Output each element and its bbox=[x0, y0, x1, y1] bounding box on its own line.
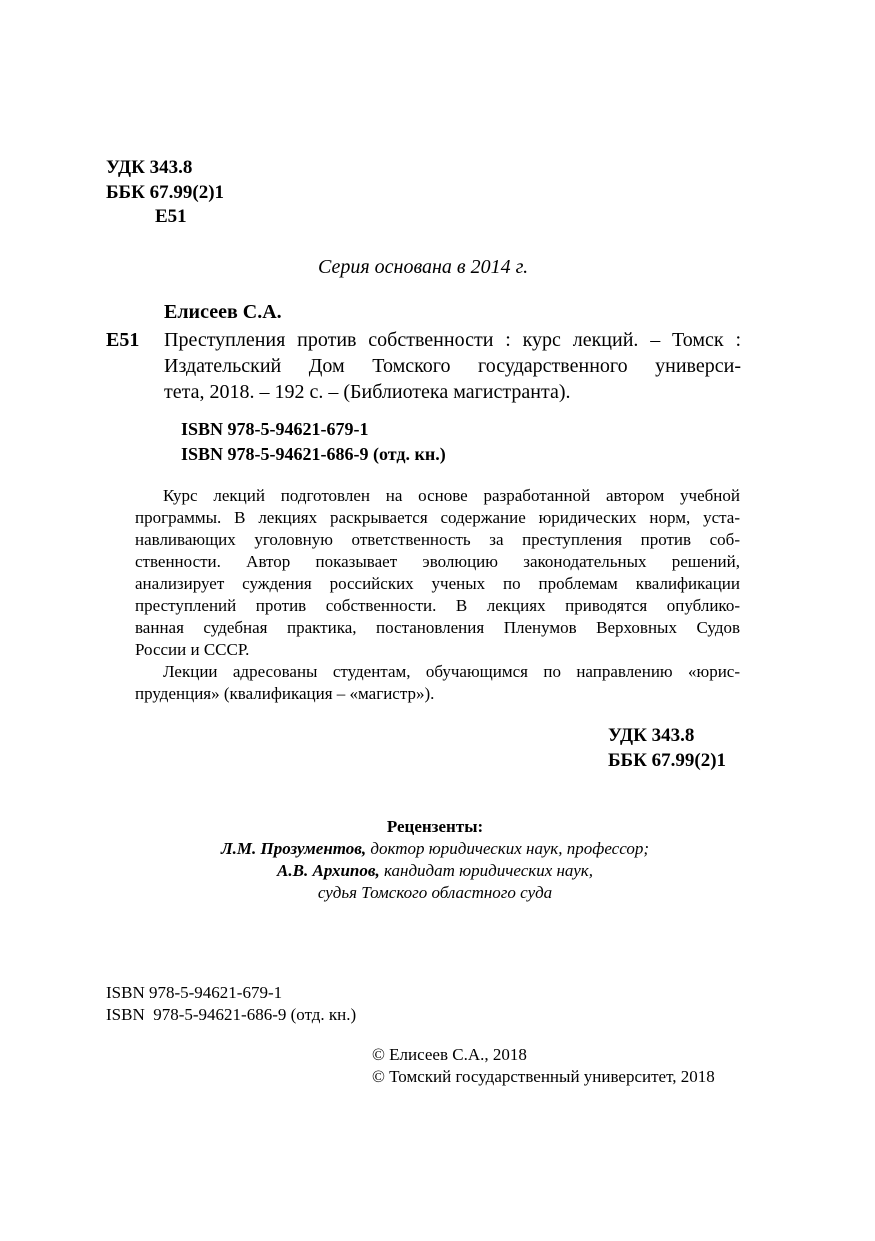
copyright-university: © Томский государственный университет, 2018 bbox=[372, 1067, 715, 1086]
abstract-line: навливающих уголовную ответственность за преступления против соб- bbox=[135, 530, 740, 549]
udk-code-top: УДК 343.8 bbox=[106, 157, 193, 178]
reviewers-heading: Рецензенты: bbox=[386, 817, 484, 836]
series-note: Серия основана в 2014 г. bbox=[318, 256, 529, 278]
reviewer-2-position: судья Томского областного суда bbox=[317, 883, 553, 902]
bib-line: тета, 2018. – 192 с. – (Библиотека магистранта). bbox=[164, 381, 571, 403]
reviewers-block bbox=[175, 816, 695, 904]
bib-line: Преступления против собственности : курс лекций. – Томск : bbox=[164, 329, 741, 351]
bib-line: Издательский Дом Томского государственного универси- bbox=[164, 355, 741, 377]
reviewer-2 bbox=[175, 860, 695, 882]
abstract bbox=[135, 485, 740, 705]
entry-author: Елисеев С.А. bbox=[164, 301, 282, 323]
abstract-line: ственности. Автор показывает эволюцию законодательных решений, bbox=[135, 552, 740, 571]
bbk-code-bottom: ББК 67.99(2)1 bbox=[608, 750, 727, 771]
entry-isbn-2: ISBN 978-5-94621-686-9 (отд. кн.) bbox=[181, 444, 446, 464]
abstract-line: Курс лекций подготовлен на основе разработанной автором учебной bbox=[163, 486, 740, 505]
copyright-author: © Елисеев С.А., 2018 bbox=[372, 1045, 527, 1064]
abstract-line: преступлений против собственности. В лекциях приводятся опублико- bbox=[135, 596, 740, 615]
entry-isbn-1: ISBN 978-5-94621-679-1 bbox=[181, 419, 369, 439]
abstract-line: программы. В лекциях раскрывается содержание юридических норм, уста- bbox=[135, 508, 740, 527]
entry-author-mark: Е51 bbox=[106, 329, 140, 351]
author-mark-top: Е51 bbox=[155, 206, 187, 227]
reviewer-2-desc: кандидат юридических наук, bbox=[379, 861, 593, 880]
bbk-code-top: ББК 67.99(2)1 bbox=[106, 182, 225, 203]
reviewer-2-name: А.В. Архипов, bbox=[277, 861, 380, 880]
reviewer-1-desc: доктор юридических наук, профессор; bbox=[366, 839, 649, 858]
abstract-line: Лекции адресованы студентам, обучающимся по направлению «юрис- bbox=[163, 662, 740, 681]
footer-isbn-2: ISBN 978-5-94621-686-9 (отд. кн.) bbox=[106, 1005, 357, 1024]
bibliographic-description bbox=[164, 328, 741, 404]
abstract-line: ванная судебная практика, постановления Пленумов Верховных Судов bbox=[135, 618, 740, 637]
reviewer-1-name: Л.М. Прозументов, bbox=[221, 839, 367, 858]
footer-isbn-1: ISBN 978-5-94621-679-1 bbox=[106, 983, 283, 1002]
abstract-line: России и СССР. bbox=[135, 640, 250, 659]
reviewer-1 bbox=[175, 838, 695, 860]
udk-code-bottom: УДК 343.8 bbox=[608, 725, 695, 746]
abstract-line: анализирует суждения российских ученых по проблемам квалификации bbox=[135, 574, 740, 593]
abstract-line: пруденция» (квалификация – «магистр»). bbox=[135, 684, 435, 703]
